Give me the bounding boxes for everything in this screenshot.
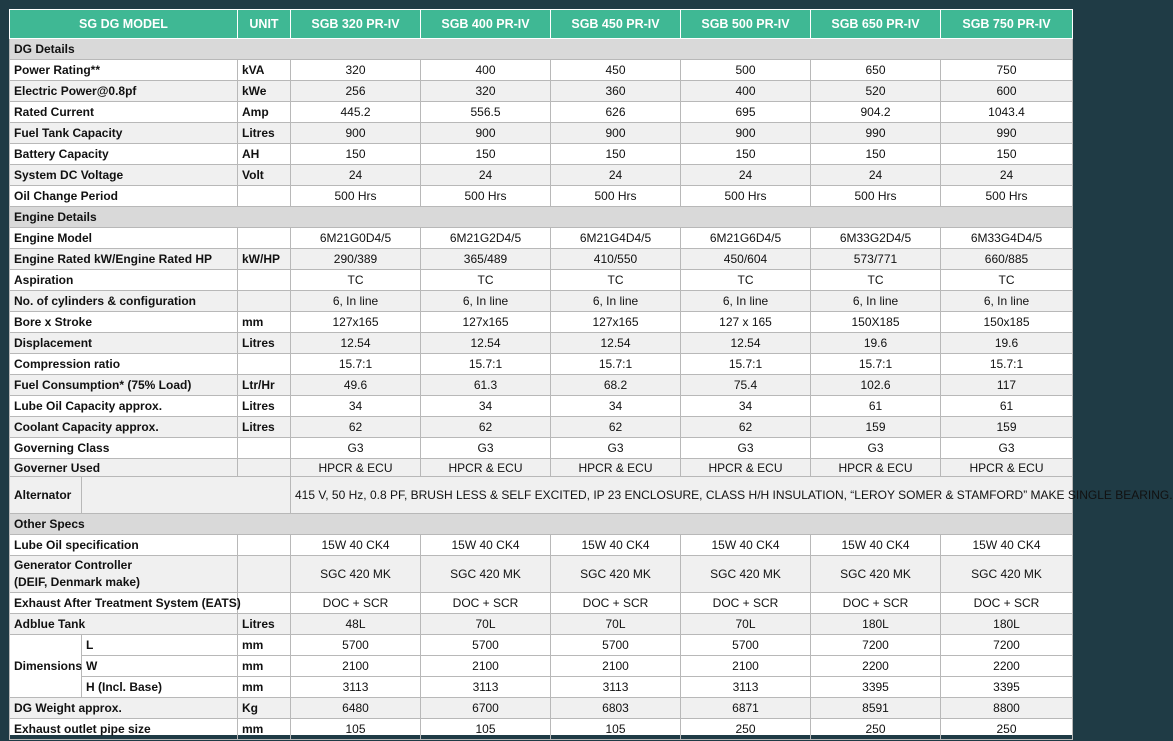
value-cell: 15W 40 CK4 [811,535,941,556]
section-title: DG Details [10,39,1073,60]
row-label: Lube Oil Capacity approx. [10,396,238,417]
value-cell: 600 [941,81,1073,102]
header-model: SGB 400 PR-IV [421,10,551,39]
value-cell: 105 [291,719,421,740]
header-model: SGB 750 PR-IV [941,10,1073,39]
value-cell: 6, In line [811,291,941,312]
value-cell: 12.54 [551,333,681,354]
value-cell: 19.6 [941,333,1073,354]
value-cell: 15W 40 CK4 [421,535,551,556]
value-cell: SGC 420 MK [811,556,941,593]
spec-row [10,459,1073,477]
row-unit [238,354,291,375]
row-label: Aspiration [10,270,238,291]
row-unit: Litres [238,417,291,438]
value-cell: 3395 [941,677,1073,698]
value-cell: 3113 [291,677,421,698]
value-cell: 256 [291,81,421,102]
spec-row [10,698,1073,719]
spec-table-frame [9,9,1173,736]
value-cell: 24 [551,165,681,186]
value-cell: 900 [421,123,551,144]
row-label: Power Rating** [10,60,238,81]
value-cell: 900 [551,123,681,144]
value-cell: SGC 420 MK [941,556,1073,593]
value-cell: 6M21G4D4/5 [551,228,681,249]
row-label: Coolant Capacity approx. [10,417,238,438]
row-label: Oil Change Period [10,186,238,207]
row-unit: Litres [238,614,291,635]
value-cell: SGC 420 MK [291,556,421,593]
spec-row [10,291,1073,312]
row-label: Compression ratio [10,354,238,375]
value-cell: 3395 [811,677,941,698]
spec-row [10,81,1073,102]
value-cell: 34 [291,396,421,417]
row-unit: Amp [238,102,291,123]
value-cell: 105 [551,719,681,740]
value-cell: 62 [421,417,551,438]
value-cell: 19.6 [811,333,941,354]
value-cell: 150 [551,144,681,165]
row-unit: mm [238,312,291,333]
row-label [10,556,238,593]
spec-row [10,354,1073,375]
value-cell: HPCR & ECU [551,459,681,477]
value-cell: 117 [941,375,1073,396]
row-unit: mm [238,656,291,677]
value-cell: 445.2 [291,102,421,123]
value-cell: G3 [811,438,941,459]
value-cell: 626 [551,102,681,123]
value-cell: 6, In line [421,291,551,312]
header-model: SGB 320 PR-IV [291,10,421,39]
value-cell: 6M21G2D4/5 [421,228,551,249]
row-label: Fuel Consumption* (75% Load) [10,375,238,396]
value-cell: TC [551,270,681,291]
alternator-row [10,477,1073,514]
value-cell: 61 [941,396,1073,417]
section-title: Engine Details [10,207,1073,228]
value-cell: 105 [421,719,551,740]
value-cell: DOC + SCR [941,593,1073,614]
value-cell: G3 [551,438,681,459]
value-cell: 15.7:1 [811,354,941,375]
value-cell: 6803 [551,698,681,719]
row-label: Exhaust outlet pipe size [10,719,238,740]
value-cell: 900 [291,123,421,144]
spec-row [10,614,1073,635]
value-cell: 62 [551,417,681,438]
value-cell: 127x165 [551,312,681,333]
spec-row [10,60,1073,81]
value-cell: 70L [551,614,681,635]
value-cell: 49.6 [291,375,421,396]
row-label: Electric Power@0.8pf [10,81,238,102]
row-unit [238,270,291,291]
row-label: Lube Oil specification [10,535,238,556]
section-row-other [10,514,1073,535]
value-cell: 320 [421,81,551,102]
value-cell: DOC + SCR [551,593,681,614]
row-unit: Litres [238,123,291,144]
row-unit: mm [238,719,291,740]
value-cell: 1043.4 [941,102,1073,123]
value-cell: 6M33G2D4/5 [811,228,941,249]
header-model: SGB 450 PR-IV [551,10,681,39]
row-unit: kVA [238,60,291,81]
value-cell: 180L [811,614,941,635]
value-cell: HPCR & ECU [291,459,421,477]
row-unit: Litres [238,396,291,417]
spec-row [10,593,1073,614]
value-cell: 500 Hrs [941,186,1073,207]
value-cell: 750 [941,60,1073,81]
value-cell: 7200 [811,635,941,656]
value-cell: TC [941,270,1073,291]
value-cell: 500 Hrs [421,186,551,207]
value-cell: 150 [681,144,811,165]
value-cell: 6M21G0D4/5 [291,228,421,249]
spec-row [10,333,1073,354]
value-cell: HPCR & ECU [421,459,551,477]
spec-row [10,375,1073,396]
value-cell: 70L [681,614,811,635]
row-unit: mm [238,635,291,656]
spec-row [10,123,1073,144]
value-cell: 5700 [291,635,421,656]
value-cell: 500 Hrs [811,186,941,207]
row-label: System DC Voltage [10,165,238,186]
value-cell: 150 [941,144,1073,165]
alternator-blank [82,477,291,514]
value-cell: 500 Hrs [681,186,811,207]
spec-row [10,312,1073,333]
value-cell: 2100 [551,656,681,677]
value-cell: 24 [941,165,1073,186]
value-cell: 3113 [551,677,681,698]
header-model-label: SG DG MODEL [10,10,238,39]
header-model: SGB 650 PR-IV [811,10,941,39]
value-cell: 573/771 [811,249,941,270]
value-cell: 5700 [681,635,811,656]
row-label: Rated Current [10,102,238,123]
value-cell: 8800 [941,698,1073,719]
row-unit: kW/HP [238,249,291,270]
value-cell: 990 [811,123,941,144]
value-cell: 15.7:1 [941,354,1073,375]
row-label: Governing Class [10,438,238,459]
value-cell: 6871 [681,698,811,719]
value-cell: 2200 [811,656,941,677]
value-cell: HPCR & ECU [811,459,941,477]
row-unit [238,593,291,614]
value-cell: 15W 40 CK4 [681,535,811,556]
value-cell: 12.54 [291,333,421,354]
value-cell: 2200 [941,656,1073,677]
value-cell: 6, In line [681,291,811,312]
spec-row [10,165,1073,186]
value-cell: 15.7:1 [421,354,551,375]
value-cell: 2100 [421,656,551,677]
value-cell: 3113 [421,677,551,698]
value-cell: 127x165 [291,312,421,333]
value-cell: 159 [811,417,941,438]
dimension-sub-label: W [82,656,238,677]
section-row-engine [10,207,1073,228]
spec-row [10,556,1073,593]
value-cell: 150 [421,144,551,165]
value-cell: 250 [941,719,1073,740]
row-label: Bore x Stroke [10,312,238,333]
dimension-row [10,656,1073,677]
row-label-line: (DEIF, Denmark make) [14,575,141,589]
value-cell: 150 [291,144,421,165]
value-cell: DOC + SCR [291,593,421,614]
value-cell: TC [291,270,421,291]
row-label: Adblue Tank [10,614,238,635]
row-label: No. of cylinders & configuration [10,291,238,312]
value-cell: 450/604 [681,249,811,270]
header-unit-label: UNIT [238,10,291,39]
spec-row [10,249,1073,270]
row-label: Governer Used [10,459,238,477]
value-cell: 180L [941,614,1073,635]
row-unit [238,438,291,459]
value-cell: 24 [291,165,421,186]
value-cell: 320 [291,60,421,81]
value-cell: 7200 [941,635,1073,656]
value-cell: 2100 [291,656,421,677]
value-cell: 127x165 [421,312,551,333]
value-cell: 15W 40 CK4 [291,535,421,556]
value-cell: 102.6 [811,375,941,396]
spec-row [10,438,1073,459]
value-cell: 500 Hrs [551,186,681,207]
spec-row [10,535,1073,556]
value-cell: 24 [681,165,811,186]
value-cell: 150x185 [941,312,1073,333]
value-cell: SGC 420 MK [551,556,681,593]
value-cell: 650 [811,60,941,81]
value-cell: 6700 [421,698,551,719]
value-cell: 34 [551,396,681,417]
value-cell: 127 x 165 [681,312,811,333]
row-label: Displacement [10,333,238,354]
value-cell: 8591 [811,698,941,719]
spec-table-body [10,39,1173,740]
value-cell: 75.4 [681,375,811,396]
alternator-text: 415 V, 50 Hz, 0.8 PF, BRUSH LESS & SELF EXCITED, IP 23 ENCLOSURE, CLASS H/H INSULATION, “LEROY SOMER & STAMFORD” MAKE SINGLE BEARING. [291,477,1073,514]
dimension-sub-label: L [82,635,238,656]
dimension-sub-label: H (Incl. Base) [82,677,238,698]
value-cell: G3 [291,438,421,459]
value-cell: 290/389 [291,249,421,270]
row-unit: Kg [238,698,291,719]
spec-row [10,270,1073,291]
row-unit [238,459,291,477]
value-cell: DOC + SCR [811,593,941,614]
value-cell: 48L [291,614,421,635]
value-cell: 2100 [681,656,811,677]
value-cell: 15.7:1 [291,354,421,375]
alternator-label: Alternator [10,477,82,514]
value-cell: 556.5 [421,102,551,123]
value-cell: 660/885 [941,249,1073,270]
value-cell: 70L [421,614,551,635]
value-cell: 400 [681,81,811,102]
value-cell: 500 [681,60,811,81]
row-unit: Litres [238,333,291,354]
value-cell: 61 [811,396,941,417]
value-cell: TC [421,270,551,291]
row-label: Engine Model [10,228,238,249]
value-cell: 12.54 [681,333,811,354]
value-cell: TC [811,270,941,291]
row-label: Exhaust After Treatment System (EATS) [10,593,238,614]
value-cell: HPCR & ECU [941,459,1073,477]
row-label-line: Generator Controller [14,558,133,572]
value-cell: 68.2 [551,375,681,396]
value-cell: 34 [681,396,811,417]
value-cell: DOC + SCR [681,593,811,614]
value-cell: 6, In line [551,291,681,312]
section-row-dg [10,39,1073,60]
value-cell: 5700 [551,635,681,656]
row-label: Engine Rated kW/Engine Rated HP [10,249,238,270]
spec-row [10,396,1073,417]
value-cell: 24 [421,165,551,186]
value-cell: 61.3 [421,375,551,396]
value-cell: 12.54 [421,333,551,354]
value-cell: 520 [811,81,941,102]
value-cell: 900 [681,123,811,144]
value-cell: SGC 420 MK [421,556,551,593]
spec-row [10,417,1073,438]
value-cell: 250 [811,719,941,740]
value-cell: 500 Hrs [291,186,421,207]
spec-row [10,144,1073,165]
row-unit [238,556,291,593]
dimension-row [10,635,1073,656]
value-cell: 62 [681,417,811,438]
row-unit [238,291,291,312]
value-cell: 360 [551,81,681,102]
value-cell: 410/550 [551,249,681,270]
spec-row [10,228,1073,249]
value-cell: 6480 [291,698,421,719]
row-label: Fuel Tank Capacity [10,123,238,144]
value-cell: 6, In line [291,291,421,312]
value-cell: G3 [941,438,1073,459]
row-unit [238,228,291,249]
value-cell: SGC 420 MK [681,556,811,593]
spec-row [10,719,1073,740]
section-title: Other Specs [10,514,1073,535]
row-unit: AH [238,144,291,165]
value-cell: 159 [941,417,1073,438]
value-cell: 3113 [681,677,811,698]
value-cell: 15.7:1 [681,354,811,375]
value-cell: DOC + SCR [421,593,551,614]
value-cell: 450 [551,60,681,81]
row-label: Battery Capacity [10,144,238,165]
value-cell: 6, In line [941,291,1073,312]
value-cell: HPCR & ECU [681,459,811,477]
value-cell: 6M33G4D4/5 [941,228,1073,249]
row-unit: Volt [238,165,291,186]
value-cell: 15W 40 CK4 [941,535,1073,556]
dimension-row [10,677,1073,698]
value-cell: 34 [421,396,551,417]
value-cell: 400 [421,60,551,81]
value-cell: 5700 [421,635,551,656]
value-cell: 990 [941,123,1073,144]
value-cell: G3 [681,438,811,459]
row-unit: Ltr/Hr [238,375,291,396]
row-label: DG Weight approx. [10,698,238,719]
value-cell: 904.2 [811,102,941,123]
value-cell: 150 [811,144,941,165]
value-cell: G3 [421,438,551,459]
header-model: SGB 500 PR-IV [681,10,811,39]
value-cell: 15W 40 CK4 [551,535,681,556]
spec-table [9,9,1173,740]
value-cell: 24 [811,165,941,186]
value-cell: 365/489 [421,249,551,270]
row-unit [238,535,291,556]
value-cell: 250 [681,719,811,740]
dimensions-label: Dimensions [10,635,82,698]
value-cell: 15.7:1 [551,354,681,375]
spec-row [10,102,1073,123]
value-cell: 150X185 [811,312,941,333]
spec-row [10,186,1073,207]
row-unit: mm [238,677,291,698]
value-cell: 695 [681,102,811,123]
row-unit: kWe [238,81,291,102]
header-row [10,10,1073,39]
value-cell: 6M21G6D4/5 [681,228,811,249]
row-unit [238,186,291,207]
value-cell: TC [681,270,811,291]
value-cell: 62 [291,417,421,438]
